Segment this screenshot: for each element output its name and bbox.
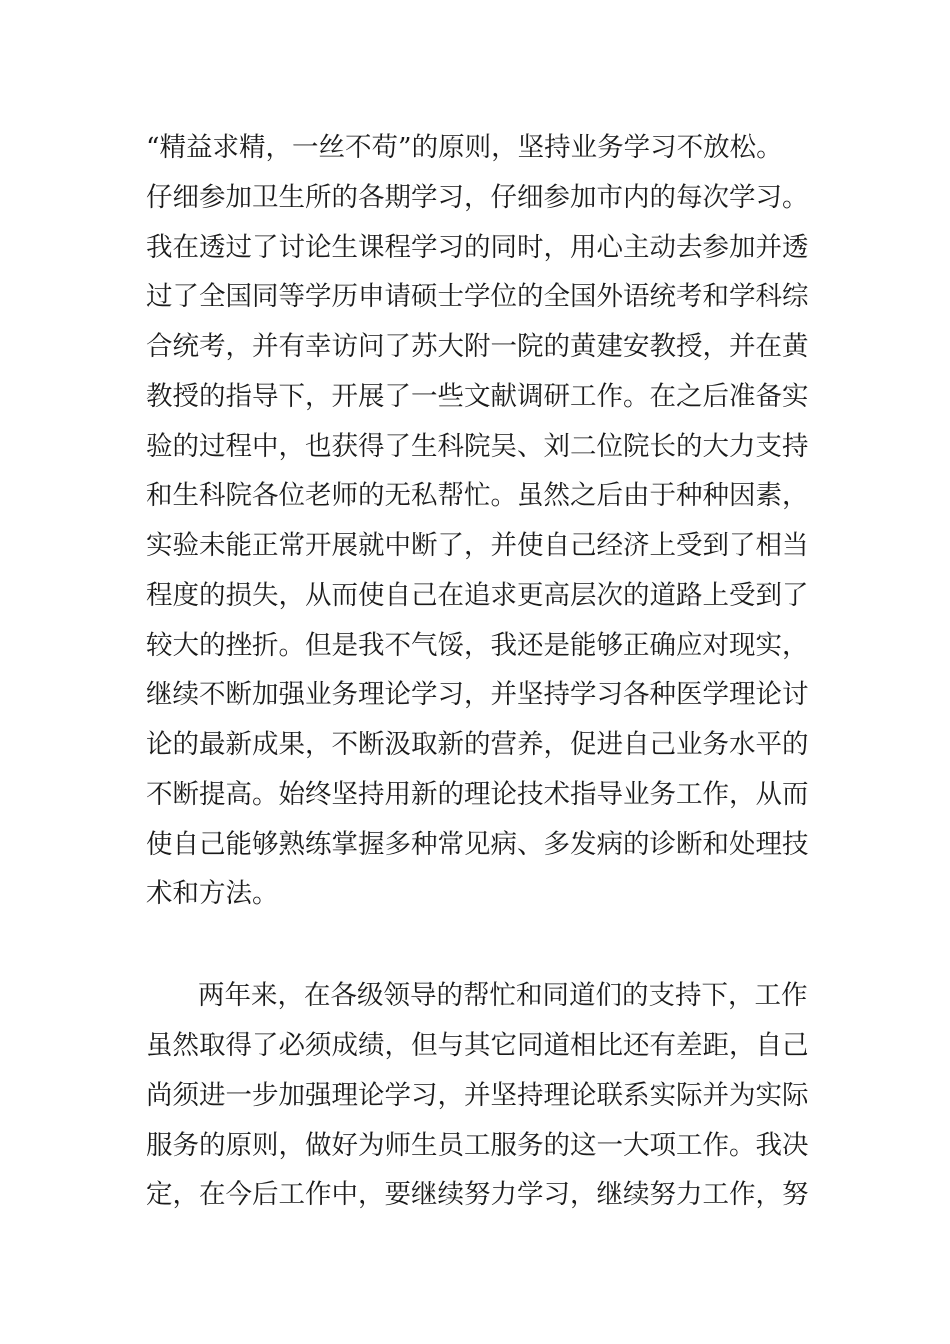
paragraph-2-line-4: 服务的原则，做好为师生员工服务的这一大项工作。我决 [146,1130,809,1161]
paragraph-2-line-1: 两年来，在各级领导的帮忙和同道们的支持下，工作 [198,980,808,1011]
paragraph-1-line-14: 不断提高。始终坚持用新的理论技术指导业务工作，从而 [146,779,809,810]
paragraph-1-line-16: 术和方法。 [146,878,279,909]
paragraph-1-line-6: 教授的指导下，开展了一些文献调研工作。在之后准备实 [146,381,809,412]
paragraph-1-line-2: 仔细参加卫生所的各期学习，仔细参加市内的每次学习。 [146,182,809,213]
paragraph-1-line-13: 论的最新成果，不断汲取新的营养，促进自己业务水平的 [146,729,809,760]
paragraph-1-line-12: 继续不断加强业务理论学习，并坚持学习各种医学理论讨 [146,679,809,710]
paragraph-1-line-1: “精益求精，一丝不苟”的原则，坚持业务学习不放松。 [146,132,783,163]
paragraph-1-line-3: 我在透过了讨论生课程学习的同时，用心主动去参加并透 [146,232,809,263]
paragraph-1-line-7: 验的过程中，也获得了生科院吴、刘二位院长的大力支持 [146,431,809,462]
paragraph-1-line-9: 实验未能正常开展就中断了，并使自己经济上受到了相当 [146,530,809,561]
paragraph-1-line-10: 程度的损失，从而使自己在追求更高层次的道路上受到了 [146,580,809,611]
paragraph-1-line-11: 较大的挫折。但是我不气馁，我还是能够正确应对现实， [146,630,809,661]
paragraph-1-line-15: 使自己能够熟练掌握多种常见病、多发病的诊断和处理技 [146,829,809,860]
paragraph-2-line-2: 虽然取得了必须成绩，但与其它同道相比还有差距，自己 [146,1030,809,1061]
paragraph-1-line-8: 和生科院各位老师的无私帮忙。虽然之后由于种种因素， [146,480,809,511]
paragraph-1-line-5: 合统考，并有幸访问了苏大附一院的黄建安教授，并在黄 [146,331,809,362]
paragraph-1-line-4: 过了全国同等学历申请硕士学位的全国外语统考和学科综 [146,281,809,312]
paragraph-2-line-3: 尚须进一步加强理论学习，并坚持理论联系实际并为实际 [146,1080,809,1111]
paragraph-2-line-5: 定，在今后工作中，要继续努力学习，继续努力工作，努 [146,1179,809,1210]
